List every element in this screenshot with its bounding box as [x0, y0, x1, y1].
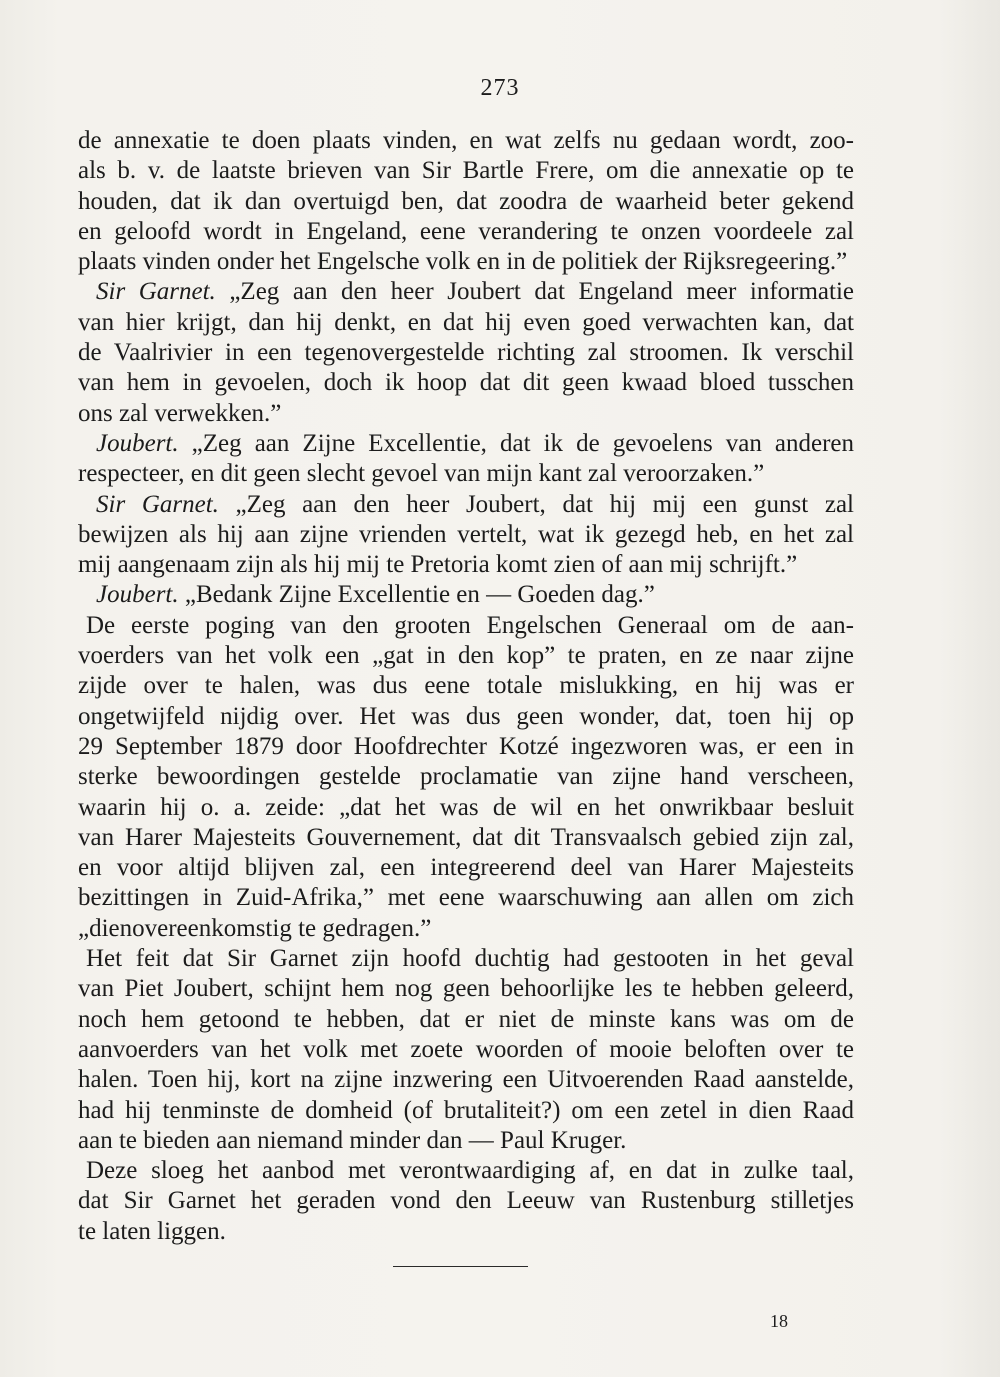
text-line: [78, 1156, 854, 1186]
text-line: [78, 944, 854, 974]
speaker-name: Joubert.: [96, 581, 179, 609]
text-line: [78, 914, 854, 944]
text-line: [78, 671, 854, 701]
line-text: „Zeg aan Zijne Excellentie, dat ik de gevoelens van anderen: [178, 429, 854, 457]
line-text: aan te bieden aan niemand minder dan — Paul Kruger.: [78, 1126, 627, 1154]
line-text: noch hem getoond te hebben, dat er niet de minste kans was om de: [78, 1005, 854, 1033]
text-line: [78, 520, 854, 550]
line-text: halen. Toen hij, kort na zijne inzwering een Uitvoerenden Raad aanstelde,: [78, 1066, 854, 1094]
text-line: [78, 126, 854, 156]
text-line: [78, 1126, 854, 1156]
text-line: [78, 156, 854, 186]
line-text: als b. v. de laatste brieven van Sir Bartle Frere, om die annexatie op te: [78, 157, 854, 185]
line-text: „Bedank Zijne Excellentie en — Goeden dag.”: [178, 581, 655, 609]
text-line: [78, 187, 854, 217]
line-text: van Piet Joubert, schijnt hem nog geen behoorlijke les te hebben geleerd,: [78, 975, 854, 1003]
text-line: [78, 399, 854, 429]
line-text: voerders van het volk een „gat in den kop” te praten, en ze naar zijne: [78, 642, 854, 670]
page-number: 273: [480, 75, 520, 101]
text-line: [78, 823, 854, 853]
line-text: ons zal verwekken.”: [78, 399, 282, 427]
text-line: [78, 308, 854, 338]
line-text: houden, dat ik dan overtuigd ben, dat zoodra de waarheid beter gekend: [78, 187, 854, 215]
text-line: [78, 611, 854, 641]
line-text: De eerste poging van den grooten Engelschen Generaal om de aan-: [86, 611, 854, 639]
line-text: sterke bewoordingen gestelde proclamatie van zijne hand verscheen,: [78, 763, 854, 791]
text-line: [78, 762, 854, 792]
text-line: [78, 1065, 854, 1095]
line-text: „dienovereenkomstig te gedragen.”: [78, 914, 432, 942]
line-text: en geloofd wordt in Engeland, eene verandering te onzen voordeele zal: [78, 217, 854, 245]
speaker-name: Joubert.: [96, 429, 179, 457]
line-text: van Harer Majesteits Gouvernement, dat dit Transvaalsch gebied zijn zal,: [78, 823, 854, 851]
text-line: [78, 459, 854, 489]
text-line: [78, 732, 854, 762]
text-line: [78, 974, 854, 1004]
text-line: [78, 550, 854, 580]
line-text: Deze sloeg het aanbod met verontwaardiging af, en dat in zulke taal,: [86, 1157, 854, 1185]
line-text: „Zeg aan den heer Joubert, dat hij mij een gunst zal: [218, 490, 854, 518]
signature-mark: 18: [770, 1311, 788, 1331]
line-text: zijde over te halen, was dus eene totale mislukking, en hij was er: [78, 672, 854, 700]
line-text: ongetwijfeld nijdig over. Het was dus geen wonder, dat, toen hij op: [78, 702, 854, 730]
text-line: [78, 429, 854, 459]
text-line: [78, 368, 854, 398]
text-line: [78, 1035, 854, 1065]
line-text: 29 September 1879 door Hoofdrechter Kotzé ingezworen was, er een in: [78, 732, 854, 760]
line-text: respecteer, en dit geen slecht gevoel van mijn kant zal veroorzaken.”: [78, 460, 765, 488]
line-text: van hier krijgt, dan hij denkt, en dat hij even goed verwachten kan, dat: [78, 308, 854, 336]
line-text: bewijzen als hij aan zijne vrienden vertelt, wat ik gezegd heb, en het zal: [78, 520, 854, 548]
line-text: dat Sir Garnet het geraden vond den Leeuw van Rustenburg stilletjes: [78, 1187, 854, 1215]
line-text: „Zeg aan den heer Joubert dat Engeland meer informatie: [215, 278, 855, 306]
line-text: te laten liggen.: [78, 1217, 226, 1245]
text-line: [78, 1005, 854, 1035]
text-line: [78, 641, 854, 671]
line-text: bezittingen in Zuid-Afrika,” met eene waarschuwing aan allen om zich: [78, 884, 854, 912]
line-text: plaats vinden onder het Engelsche volk en in de politiek der Rijksregeering.”: [78, 248, 848, 276]
line-text: de Vaalrivier in een tegenovergestelde richting zal stroomen. Ik verschil: [78, 339, 854, 367]
text-line: [78, 702, 854, 732]
line-text: de annexatie te doen plaats vinden, en wat zelfs nu gedaan wordt, zoo-: [78, 127, 854, 154]
text-line: [78, 338, 854, 368]
text-line: [78, 1217, 854, 1247]
text-line: [78, 490, 854, 520]
line-text: waarin hij o. a. zeide: „dat het was de wil en het onwrikbaar besluit: [78, 793, 854, 821]
line-text: van hem in gevoelen, doch ik hoop dat dit geen kwaad bloed tusschen: [78, 369, 854, 397]
line-text: en voor altijd blijven zal, een integreerend deel van Harer Majesteits: [78, 854, 854, 882]
line-text: Het feit dat Sir Garnet zijn hoofd duchtig had gestooten in het geval: [86, 945, 854, 973]
line-text: had hij tenminste de domheid (of brutaliteit?) om een zetel in dien Raad: [78, 1096, 854, 1124]
line-text: aanvoerders van het volk met zoete woorden of mooie beloften over te: [78, 1035, 854, 1063]
text-line: [78, 217, 854, 247]
text-line: [78, 1096, 854, 1126]
text-line: [78, 1186, 854, 1216]
text-line: [78, 853, 854, 883]
speaker-name: Sir Garnet.: [96, 490, 219, 518]
text-line: [78, 277, 854, 307]
text-line: [78, 247, 854, 277]
speaker-name: Sir Garnet.: [96, 278, 216, 306]
body-text: [78, 126, 854, 1247]
section-divider-rule: [393, 1266, 528, 1267]
text-line: [78, 580, 854, 610]
line-text: mij aangenaam zijn als hij mij te Pretoria komt zien of aan mij schrijft.”: [78, 551, 798, 579]
text-line: [78, 883, 854, 913]
text-line: [78, 793, 854, 823]
